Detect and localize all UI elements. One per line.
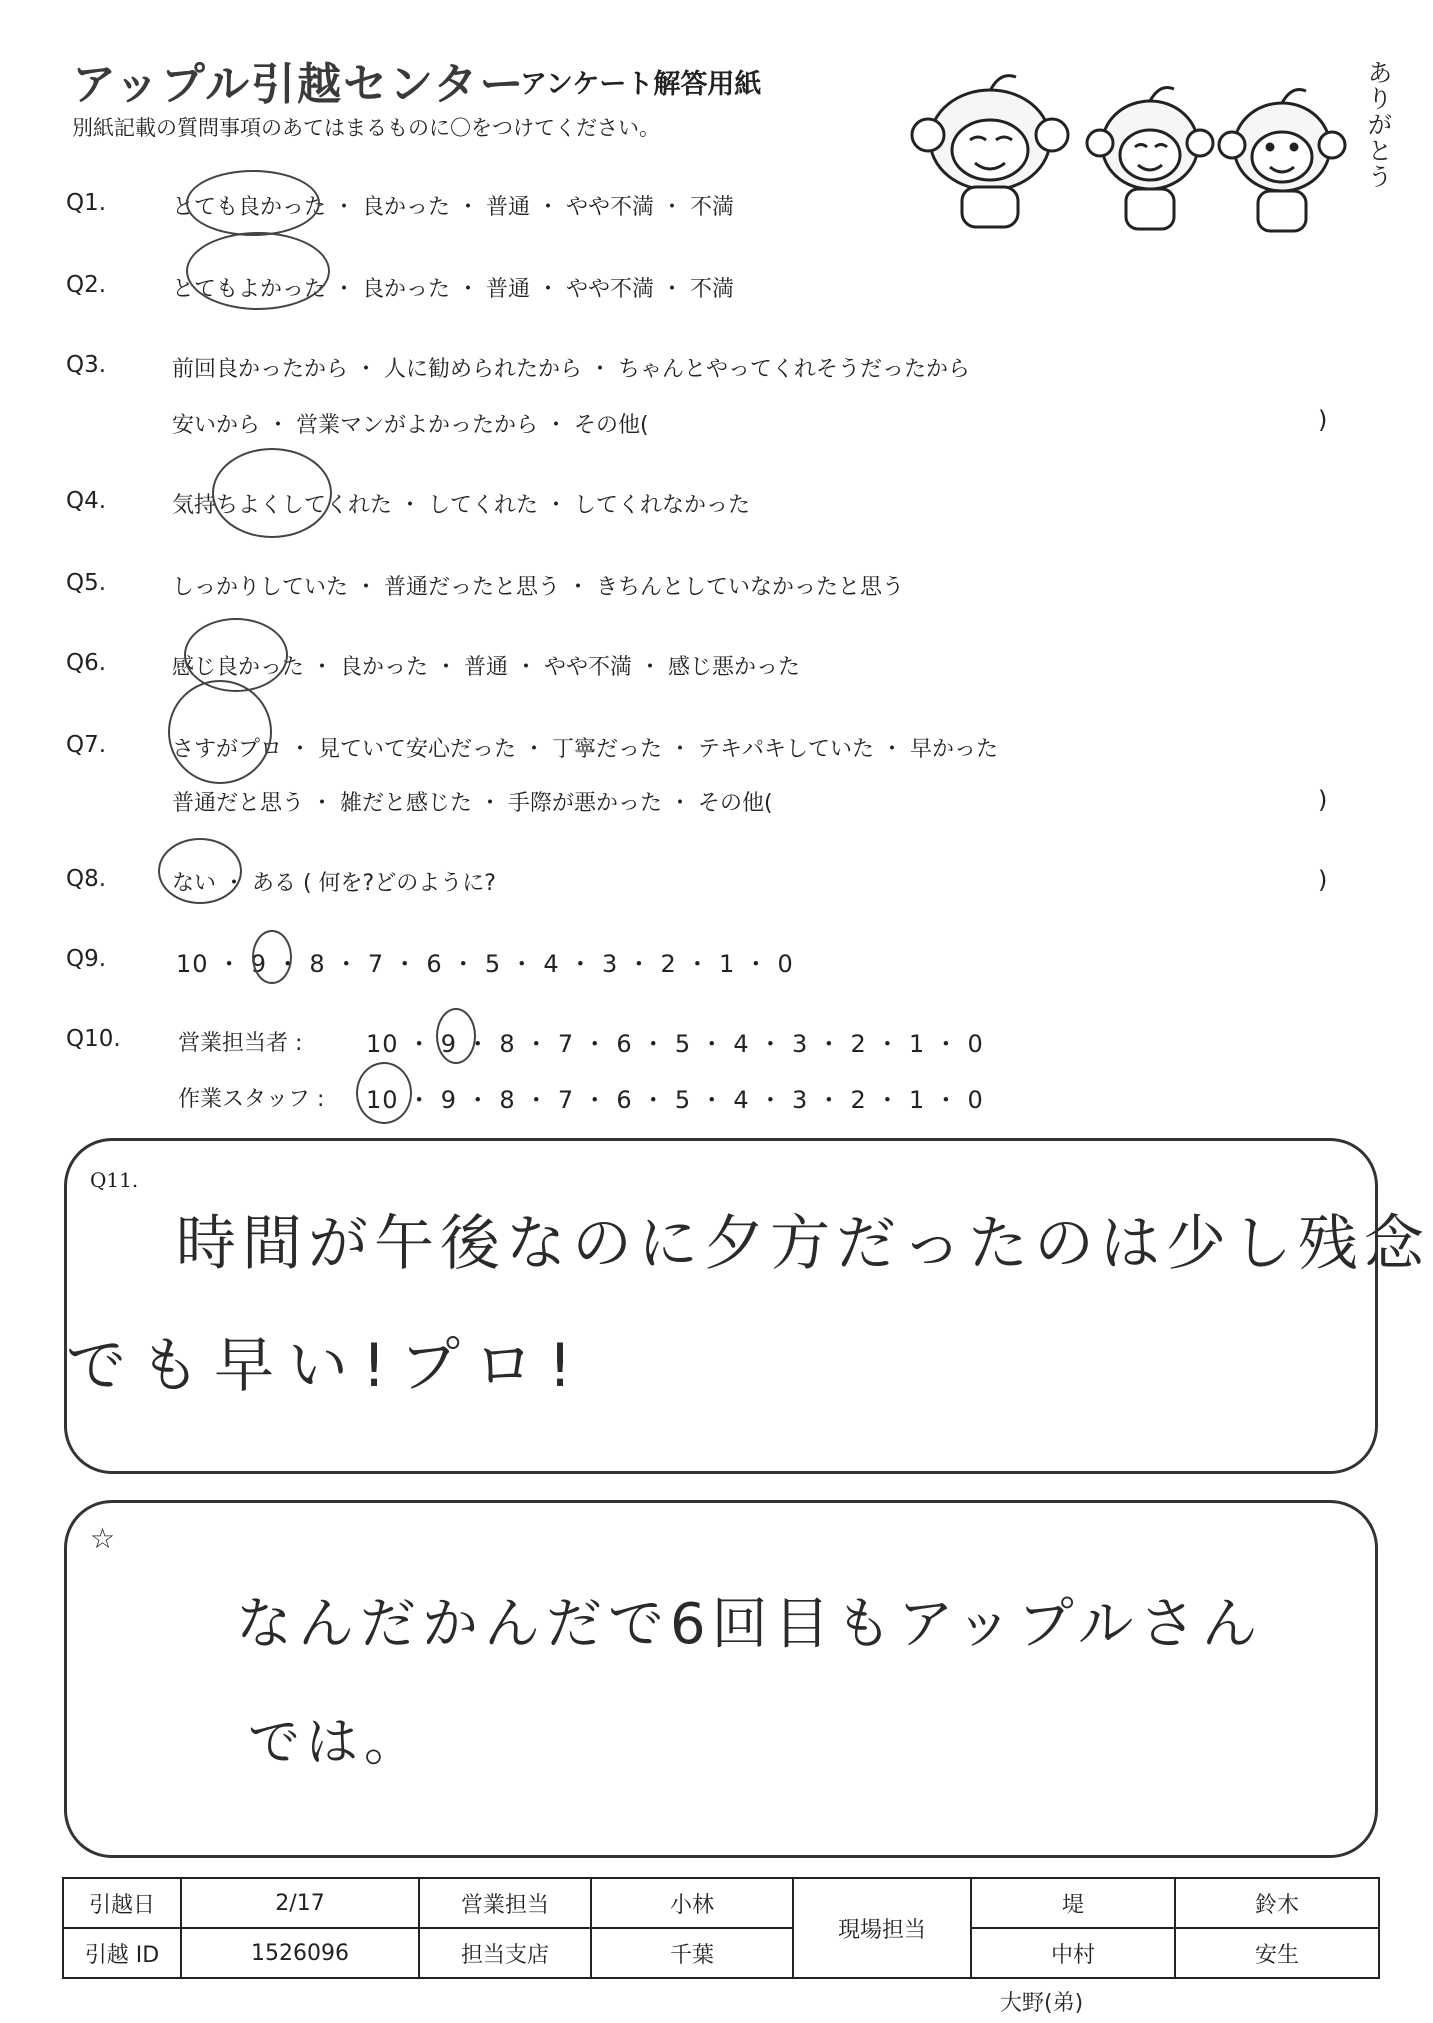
q4-number: Q4. (66, 488, 107, 514)
q7-selection-circle (168, 680, 272, 784)
q10-staff-selection-circle (356, 1062, 412, 1124)
q2-options: とてもよかった ・ 良かった ・ 普通 ・ やや不満 ・ 不満 (172, 277, 734, 302)
star-handwritten-line1: なんだかんだで6回目もアップルさん (236, 1592, 1264, 1657)
move-id-label: 引越 ID (63, 1928, 181, 1978)
q11-comment-box (64, 1138, 1378, 1474)
q5-number: Q5. (66, 570, 107, 596)
q8-options: ない ・ ある ( 何を?どのように? (172, 871, 496, 896)
q4-selection-circle (212, 448, 332, 538)
q8-selection-circle (158, 838, 242, 904)
sales-rep-label: 営業担当 (419, 1878, 591, 1928)
mascot-caption: ありがとう (1368, 59, 1392, 191)
star-label: ☆ (90, 1522, 116, 1555)
q8-number: Q8. (66, 866, 107, 892)
mascot-monkeys-illustration (900, 55, 1380, 245)
q10-sales-label: 営業担当者 : (178, 1031, 303, 1056)
site-staff-label: 現場担当 (793, 1878, 971, 1978)
q7-close-paren: ) (1318, 786, 1328, 814)
form-subtitle: アンケート解答用紙 (520, 69, 762, 100)
q11-handwritten-line2: でも早い!プロ! (66, 1331, 587, 1401)
q9-number: Q9. (66, 946, 107, 972)
move-date-label: 引越日 (63, 1878, 181, 1928)
site-staff-2: 鈴木 (1175, 1878, 1379, 1928)
site-staff-extra-note: 大野(弟) (1000, 1991, 1084, 2016)
star-comment-box (64, 1500, 1378, 1858)
q7-options-line2: 普通だと思う ・ 雑だと感じた ・ 手際が悪かった ・ その他( (172, 791, 773, 816)
move-date-value: 2/17 (181, 1878, 419, 1928)
q11-label: Q11. (90, 1168, 139, 1192)
instruction-text: 別紙記載の質問事項のあてはまるものに〇をつけてください。 (72, 116, 660, 140)
q5-options: しっかりしていた ・ 普通だったと思う ・ きちんとしていなかったと思う (172, 575, 904, 600)
q2-selection-circle (186, 232, 330, 310)
branch-value: 千葉 (591, 1928, 793, 1978)
q7-number: Q7. (66, 732, 107, 758)
q10-staff-label: 作業スタッフ : (178, 1087, 325, 1112)
q10-number: Q10. (66, 1026, 121, 1052)
q3-options-line1: 前回良かったから ・ 人に勧められたから ・ ちゃんとやってくれそうだったから (172, 357, 970, 382)
q10-sales-scale: 10 ・ 9 ・ 8 ・ 7 ・ 6 ・ 5 ・ 4 ・ 3 ・ 2 ・ 1 ・ 0 (366, 1030, 984, 1058)
company-title: アップル引越センター (72, 59, 526, 110)
q10-staff-scale: 10 ・ 9 ・ 8 ・ 7 ・ 6 ・ 5 ・ 4 ・ 3 ・ 2 ・ 1 ・ 0 (366, 1086, 984, 1114)
sales-rep-value: 小林 (591, 1878, 793, 1928)
site-staff-4: 安生 (1175, 1928, 1379, 1978)
q3-number: Q3. (66, 352, 107, 378)
star-handwritten-line2: では。 (248, 1713, 423, 1773)
q7-options-line1: さすがプロ ・ 見ていて安心だった ・ 丁寧だった ・ テキパキしていた ・ 早かった (172, 737, 998, 762)
q9-selection-circle (252, 930, 292, 984)
site-staff-3: 中村 (971, 1928, 1175, 1978)
q11-handwritten-line1: 時間が午後なのに夕方だったのは少し残念 (176, 1209, 1430, 1279)
q3-close-paren: ) (1318, 406, 1328, 434)
footer-info-table (62, 1877, 1380, 1979)
q3-options-line2: 安いから ・ 営業マンがよかったから ・ その他( (172, 413, 649, 438)
q6-number: Q6. (66, 650, 107, 676)
q1-selection-circle (186, 170, 320, 236)
q8-close-paren: ) (1318, 866, 1328, 894)
site-staff-1: 堤 (971, 1878, 1175, 1928)
q9-scale: 10 ・ 9 ・ 8 ・ 7 ・ 6 ・ 5 ・ 4 ・ 3 ・ 2 ・ 1 ・ 0 (176, 950, 794, 978)
q6-selection-circle (184, 618, 288, 692)
move-id-value: 1526096 (181, 1928, 419, 1978)
q2-number: Q2. (66, 272, 107, 298)
branch-label: 担当支店 (419, 1928, 591, 1978)
q4-options: 気持ちよくしてくれた ・ してくれた ・ してくれなかった (172, 493, 750, 518)
q6-options: 感じ良かった ・ 良かった ・ 普通 ・ やや不満 ・ 感じ悪かった (172, 655, 800, 680)
q1-options: とても良かった ・ 良かった ・ 普通 ・ やや不満 ・ 不満 (172, 195, 734, 220)
q1-number: Q1. (66, 190, 107, 216)
q10-sales-selection-circle (436, 1008, 476, 1064)
